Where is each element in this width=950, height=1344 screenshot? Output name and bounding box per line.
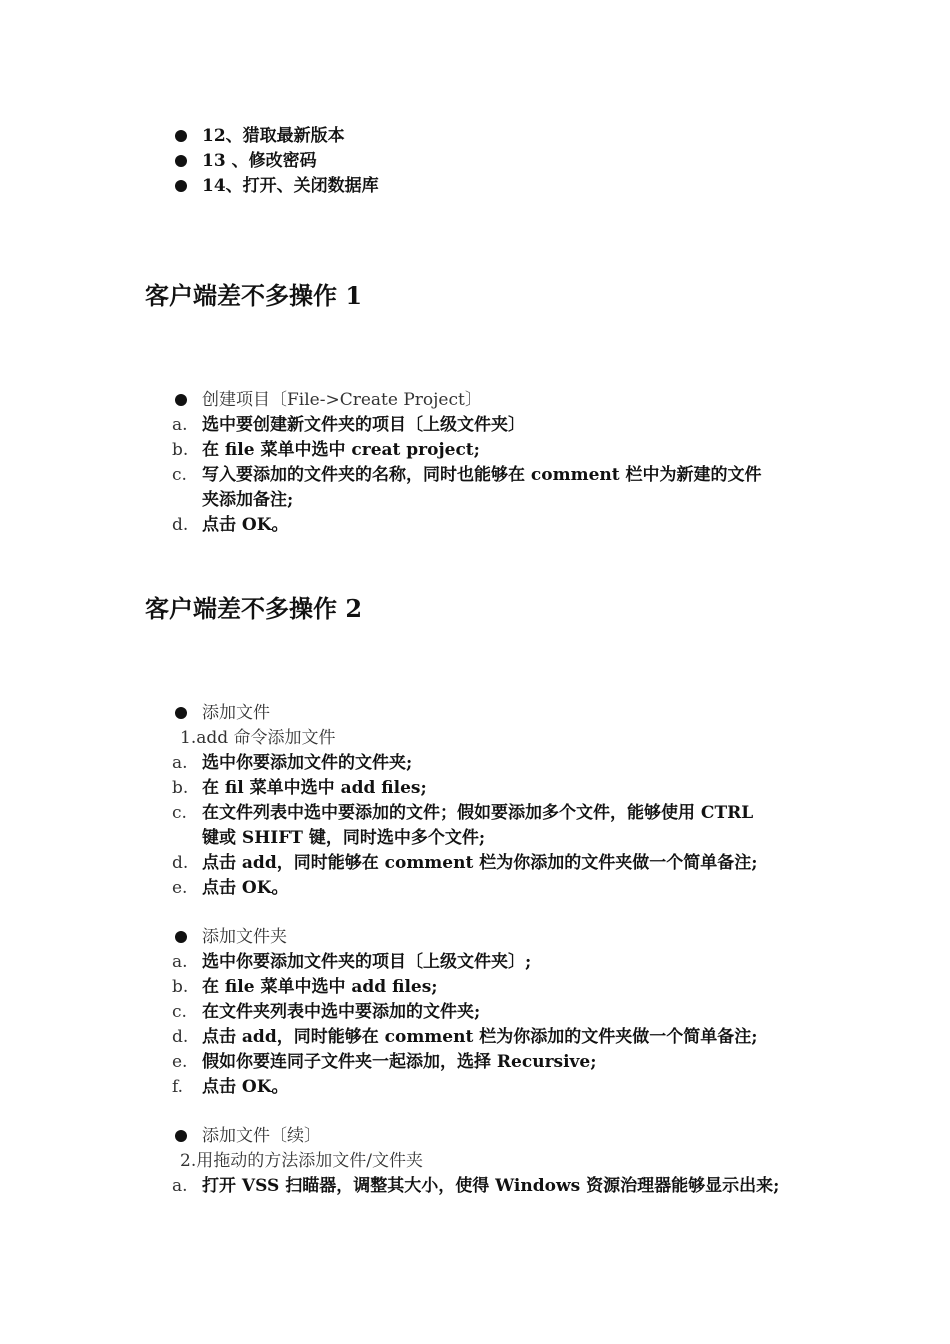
list-marker: e. bbox=[172, 878, 188, 898]
bullet-icon bbox=[175, 1130, 187, 1142]
sub-heading: 1.add 命令添加文件 bbox=[180, 728, 336, 748]
list-item-text: 13 、修改密码 bbox=[202, 151, 317, 171]
list-item-text: 在 fil 菜单中选中 add files; bbox=[202, 778, 427, 798]
list-item-text: 打开 VSS 扫瞄器，调整其大小，使得 Windows 资源治理器能够显示出来; bbox=[202, 1176, 780, 1196]
list-item-text: 写入要添加的文件夹的名称，同时也能够在 comment 栏中为新建的文件 bbox=[202, 465, 762, 485]
list-item-text: 夹添加备注; bbox=[202, 490, 294, 510]
bullet-icon bbox=[175, 180, 187, 192]
list-item-text: 选中你要添加文件夹的项目〔上级文件夹〕; bbox=[202, 952, 532, 972]
bullet-icon bbox=[175, 707, 187, 719]
list-item-text: 点击 OK。 bbox=[202, 878, 289, 898]
list-marker: a. bbox=[172, 952, 188, 972]
list-marker: b. bbox=[172, 778, 189, 798]
list-item-text: 点击 add，同时能够在 comment 栏为你添加的文件夹做一个简单备注; bbox=[202, 1027, 758, 1047]
list-item-text: 点击 OK。 bbox=[202, 515, 289, 535]
bullet-icon bbox=[175, 155, 187, 167]
list-marker: a. bbox=[172, 1176, 188, 1196]
list-item-text: 12、猎取最新版本 bbox=[202, 126, 345, 146]
list-item-text: 键或 SHIFT 键，同时选中多个文件; bbox=[202, 828, 486, 848]
section-heading: 客户端差不多操作 1 bbox=[145, 281, 363, 310]
list-item-text: 点击 OK。 bbox=[202, 1077, 289, 1097]
list-marker: d. bbox=[172, 1027, 189, 1047]
list-item-text: 在文件夹列表中选中要添加的文件夹; bbox=[202, 1002, 481, 1022]
bullet-icon bbox=[175, 130, 187, 142]
list-item-text: 假如你要连同子文件夹一起添加，选择 Recursive; bbox=[202, 1052, 597, 1072]
list-marker: b. bbox=[172, 440, 189, 460]
list-item-text: 添加文件 bbox=[202, 703, 270, 723]
list-item-text: 在文件列表中选中要添加的文件；假如要添加多个文件，能够使用 CTRL bbox=[202, 803, 754, 823]
list-marker: b. bbox=[172, 977, 189, 997]
list-item-text: 添加文件夹 bbox=[202, 927, 287, 947]
list-marker: a. bbox=[172, 753, 188, 773]
sub-heading: 2.用拖动的方法添加文件/文件夹 bbox=[180, 1151, 423, 1171]
list-item-text: 在 file 菜单中选中 add files; bbox=[202, 977, 438, 997]
list-marker: d. bbox=[172, 515, 189, 535]
list-item-text: 选中你要添加文件的文件夹; bbox=[202, 753, 413, 773]
list-marker: c. bbox=[172, 465, 187, 485]
list-item-text: 添加文件〔续〕 bbox=[202, 1126, 321, 1146]
list-marker: c. bbox=[172, 803, 187, 823]
list-marker: c. bbox=[172, 1002, 187, 1022]
list-item-text: 创建项目〔File->Create Project〕 bbox=[202, 390, 482, 410]
list-marker: d. bbox=[172, 853, 189, 873]
list-item-text: 选中要创建新文件夹的项目〔上级文件夹〕 bbox=[202, 415, 525, 435]
list-marker: e. bbox=[172, 1052, 188, 1072]
bullet-icon bbox=[175, 931, 187, 943]
list-item-text: 在 file 菜单中选中 creat project; bbox=[202, 440, 480, 460]
bullet-icon bbox=[175, 394, 187, 406]
list-marker: f. bbox=[172, 1077, 184, 1097]
list-marker: a. bbox=[172, 415, 188, 435]
list-item-text: 14、打开、关闭数据库 bbox=[202, 176, 379, 196]
section-heading: 客户端差不多操作 2 bbox=[145, 594, 363, 623]
list-item-text: 点击 add，同时能够在 comment 栏为你添加的文件夹做一个简单备注; bbox=[202, 853, 758, 873]
